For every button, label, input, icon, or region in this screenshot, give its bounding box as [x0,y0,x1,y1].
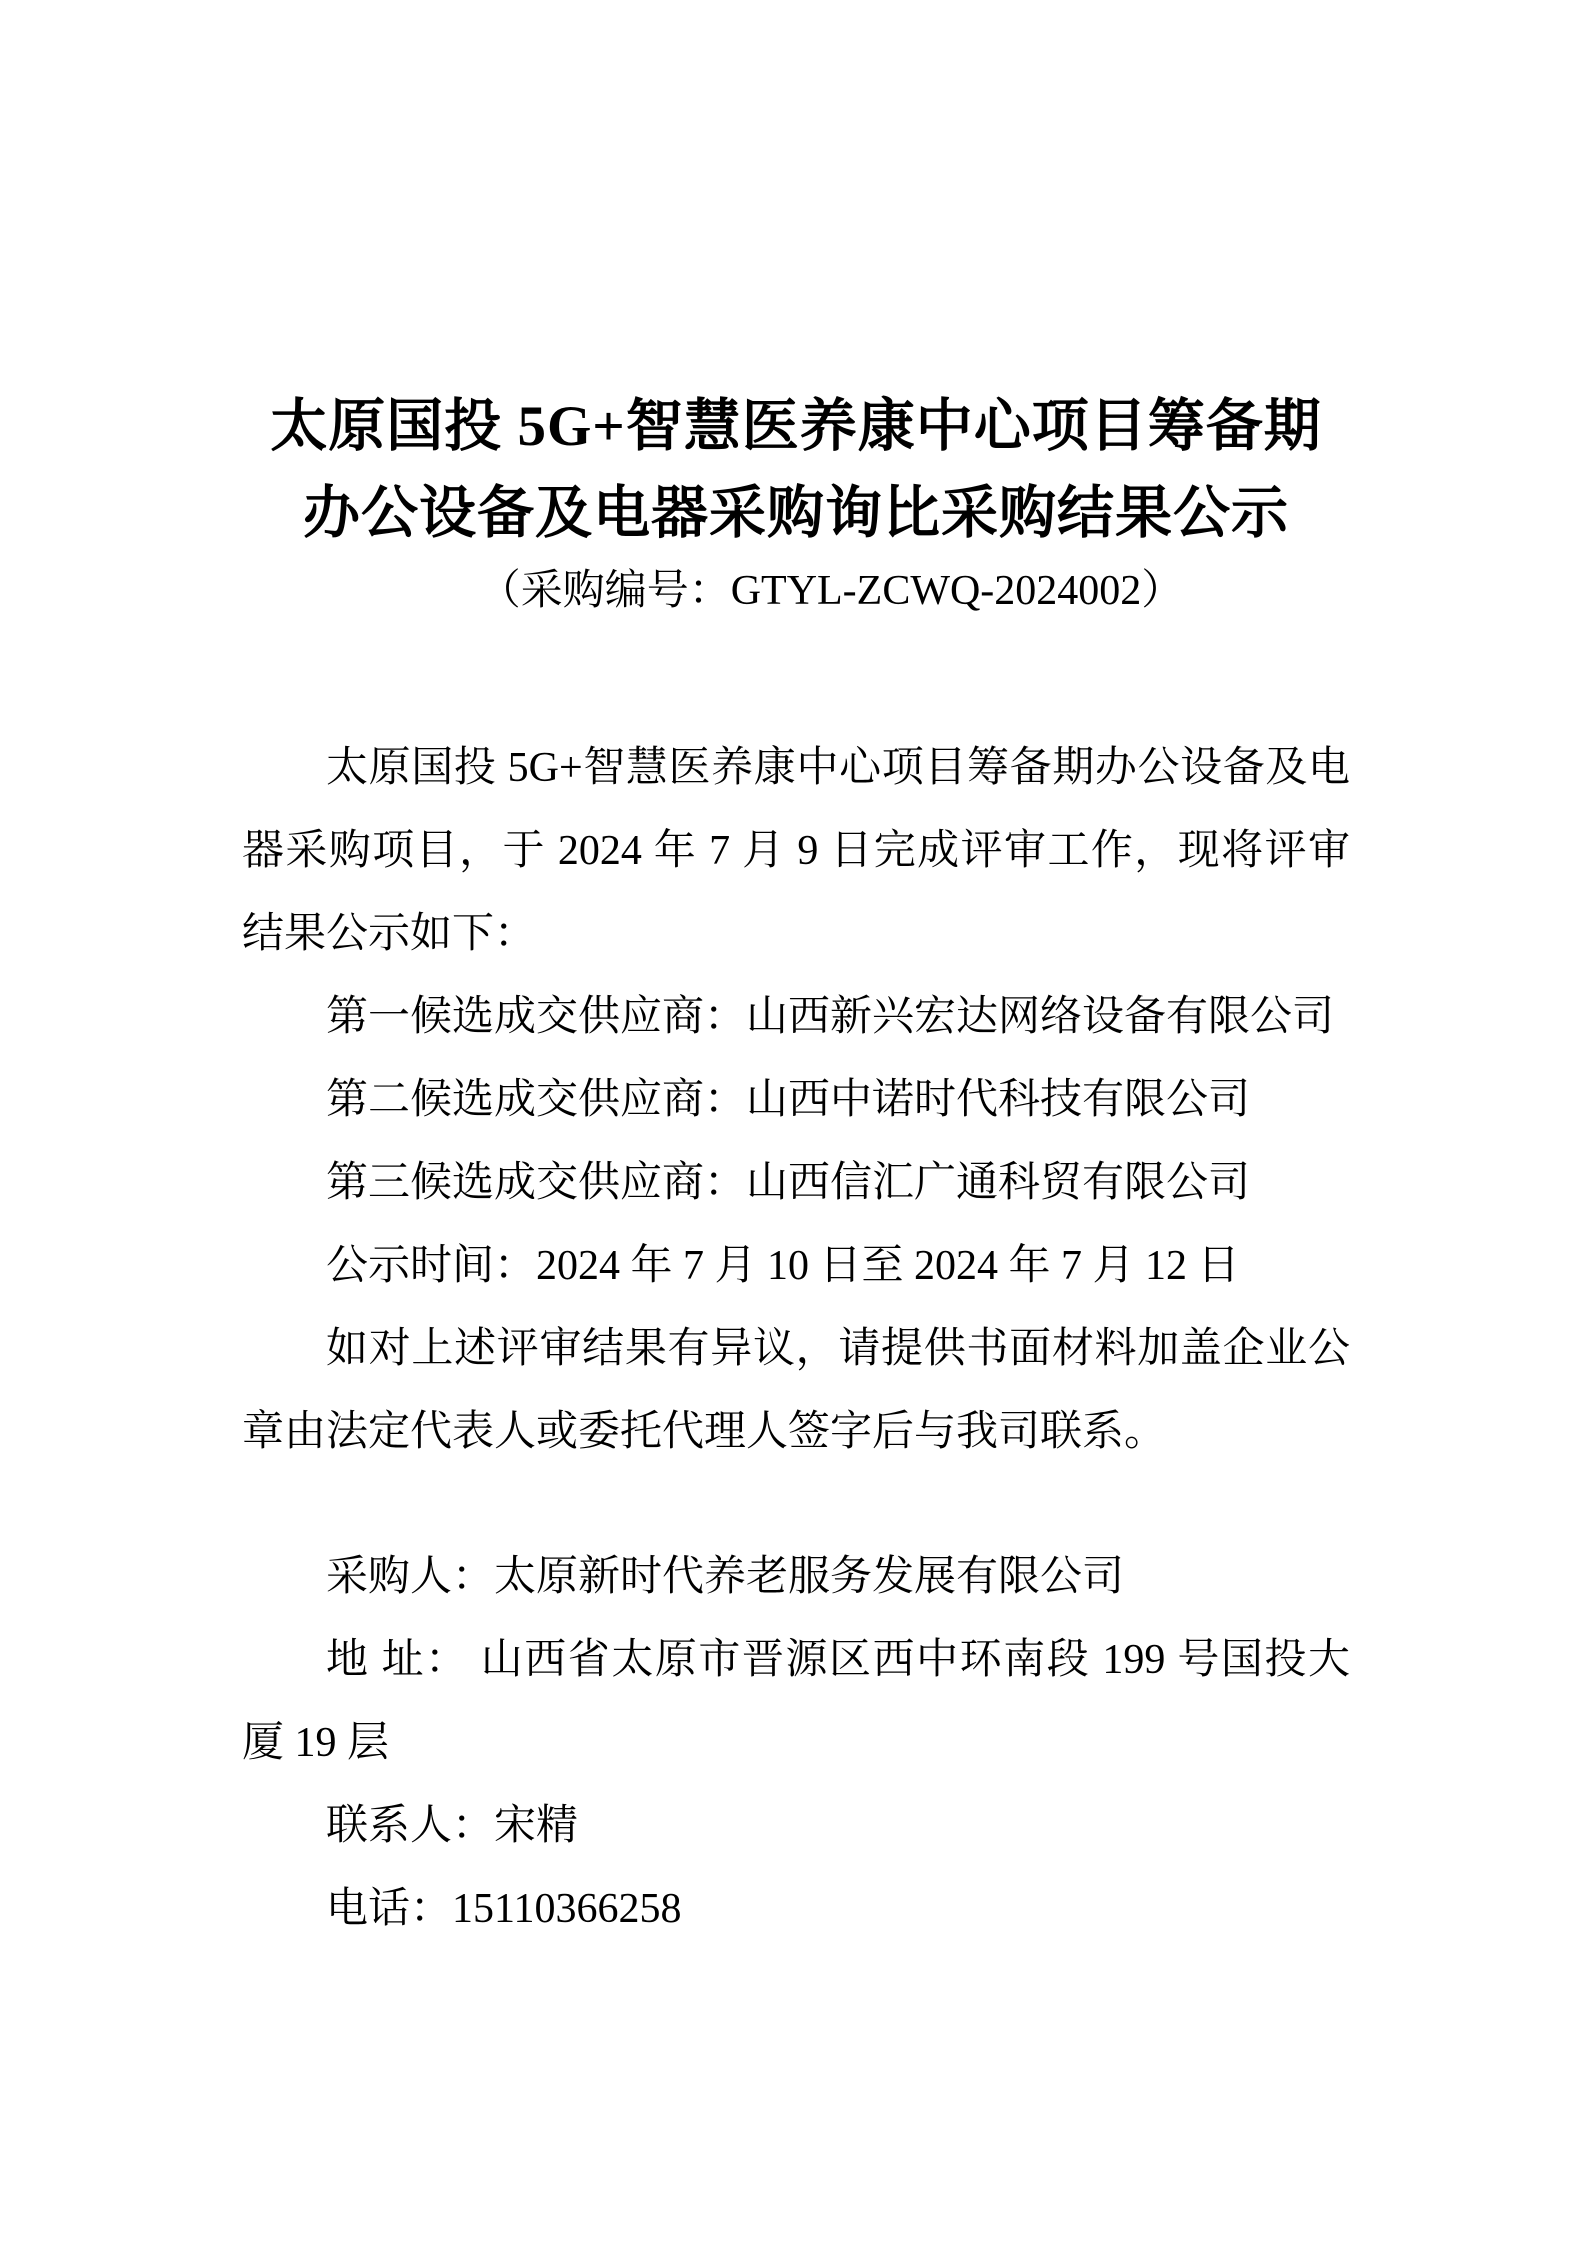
publicity-period-line: 公示时间：2024 年 7 月 10 日至 2024 年 7 月 12 日 [326,1243,1240,1289]
phone-line: 电话：15110366258 [326,1886,682,1932]
candidate-line-third: 第三候选成交供应商：山西信汇广通科贸有限公司 [326,1160,1251,1206]
candidate-line-second: 第二候选成交供应商：山西中诺时代科技有限公司 [326,1077,1251,1123]
document-title: 太原国投 5G+智慧医养康中心项目筹备期办公设备及电器采购询比采购结果公示 [270,395,1322,545]
contact-person-line: 联系人：宋精 [326,1803,579,1849]
procurement-number-line: （采购编号：GTYL-ZCWQ-2024002） [478,568,1184,614]
candidate-line-first: 第一候选成交供应商：山西新兴宏达网络设备有限公司 [326,994,1335,1040]
objection-note-paragraph: 如对上述评审结果有异议，请提供书面材料加盖企业公章由法定代表人或委托代理人签字后与我司联系。 [242,1326,1350,1455]
intro-paragraph: 太原国投 5G+智慧医养康中心项目筹备期办公设备及电器采购项目，于 2024 年 7 月 9 日完成评审工作，现将评审结果公示如下： [242,745,1350,957]
purchaser-line: 采购人：太原新时代养老服务发展有限公司 [326,1554,1125,1600]
address-line: 地 址： 山西省太原市晋源区西中环南段 199 号国投大厦 19 层 [242,1637,1350,1766]
document-body [242,727,1350,1951]
